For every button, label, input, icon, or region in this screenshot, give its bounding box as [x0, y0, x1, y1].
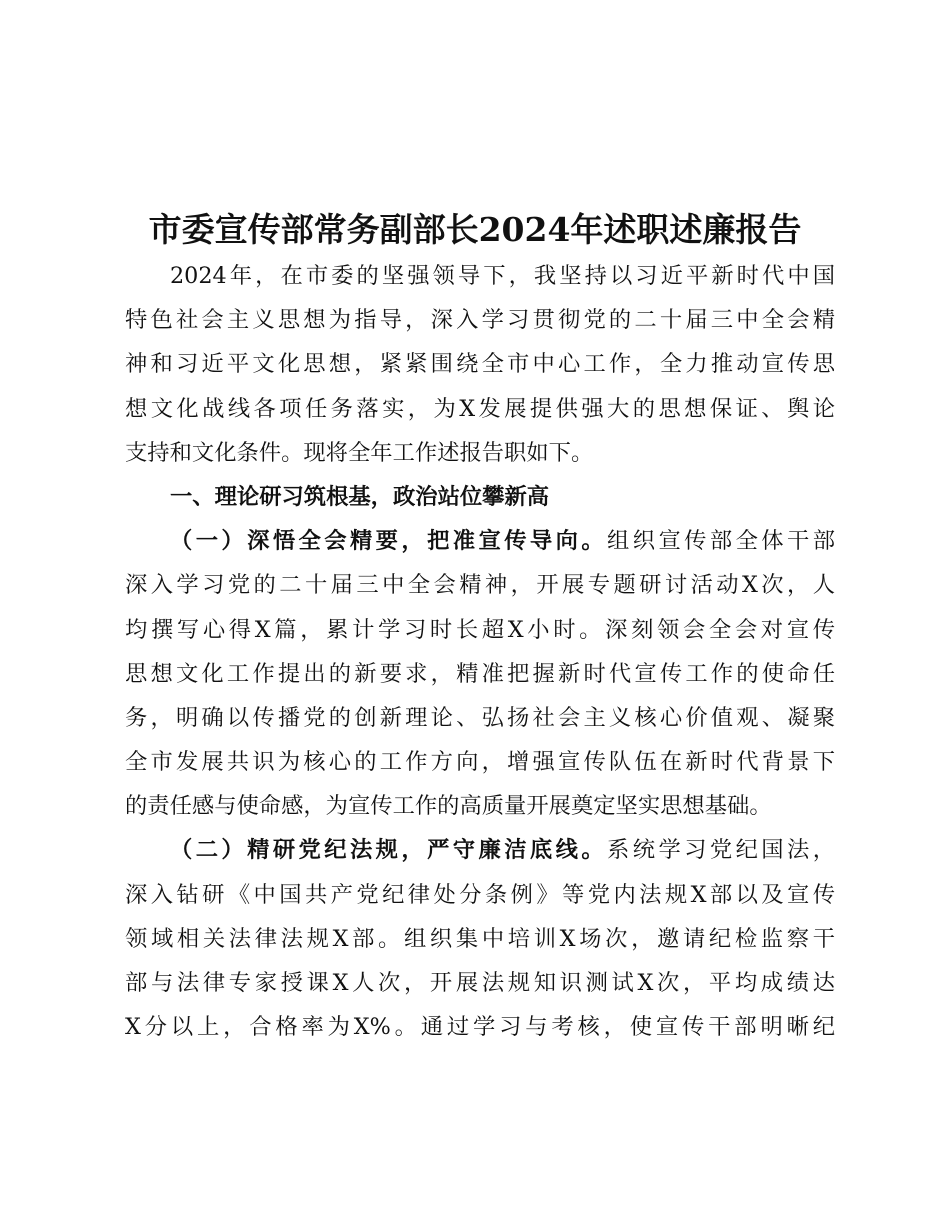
paragraph-first-line [125, 828, 835, 872]
paragraph-line: 思想文化工作提出的新要求，精准把握新时代宣传工作的使命任 [125, 660, 835, 687]
paragraph-line: 全市发展共识为核心的工作方向，增强宣传队伍在新时代背景下 [125, 749, 835, 776]
paragraph-line: X分以上，合格率为X%。通过学习与考核，使宣传干部明晰纪 [125, 1014, 835, 1041]
paragraph-line-rest: 组织宣传部全体干部 [607, 528, 835, 555]
document-title: 市委宣传部常务副部长2024年述职述廉报告 [148, 210, 802, 249]
section-heading: 一、理论研习筑根基，政治站位攀新高 [170, 483, 550, 510]
paragraph-line: 部与法律专家授课X人次，开展法规知识测试X次，平均成绩达 [125, 970, 835, 996]
intro-paragraph [125, 254, 835, 475]
paragraph-line: 深入学习党的二十届三中全会精神，开展专题研讨活动X次，人 [125, 572, 835, 599]
document-body [125, 254, 835, 1049]
subsection-lead: （二）精研党纪法规，严守廉洁底线。 [170, 837, 608, 864]
paragraph-line: 想文化战线各项任务落实，为X发展提供强大的思想保证、舆论 [125, 395, 835, 422]
subsection-paragraph [125, 519, 835, 828]
paragraph-line: 的责任感与使命感，为宣传工作的高质量开展奠定坚实思想基础。 [125, 793, 772, 820]
paragraph-line: 神和习近平文化思想，紧紧围绕全市中心工作，全力推动宣传思 [125, 351, 835, 378]
paragraph-line: 特色社会主义思想为指导，深入学习贯彻党的二十届三中全会精 [125, 307, 835, 334]
subsection-paragraph [125, 828, 835, 1049]
paragraph-line: 深入钻研《中国共产党纪律处分条例》等党内法规X部以及宣传 [125, 881, 835, 908]
paragraph-line: 均撰写心得X篇，累计学习时长超X小时。深刻领会全会对宣传 [125, 616, 835, 643]
paragraph-line: 2024年，在市委的坚强领导下，我坚持以习近平新时代中国 [170, 263, 835, 289]
paragraph-line: 支持和文化条件。现将全年工作述报告职如下。 [125, 439, 594, 466]
subsection-lead: （一）深悟全会精要，把准宣传导向。 [170, 528, 608, 555]
paragraph-line: 领域相关法律法规X部。组织集中培训X场次，邀请纪检监察干 [125, 925, 835, 952]
paragraph-line-rest: 系统学习党纪国法， [607, 837, 835, 864]
paragraph-line: 务，明确以传播党的创新理论、弘扬社会主义核心价值观、凝聚 [125, 704, 835, 731]
paragraph-first-line [125, 519, 835, 563]
